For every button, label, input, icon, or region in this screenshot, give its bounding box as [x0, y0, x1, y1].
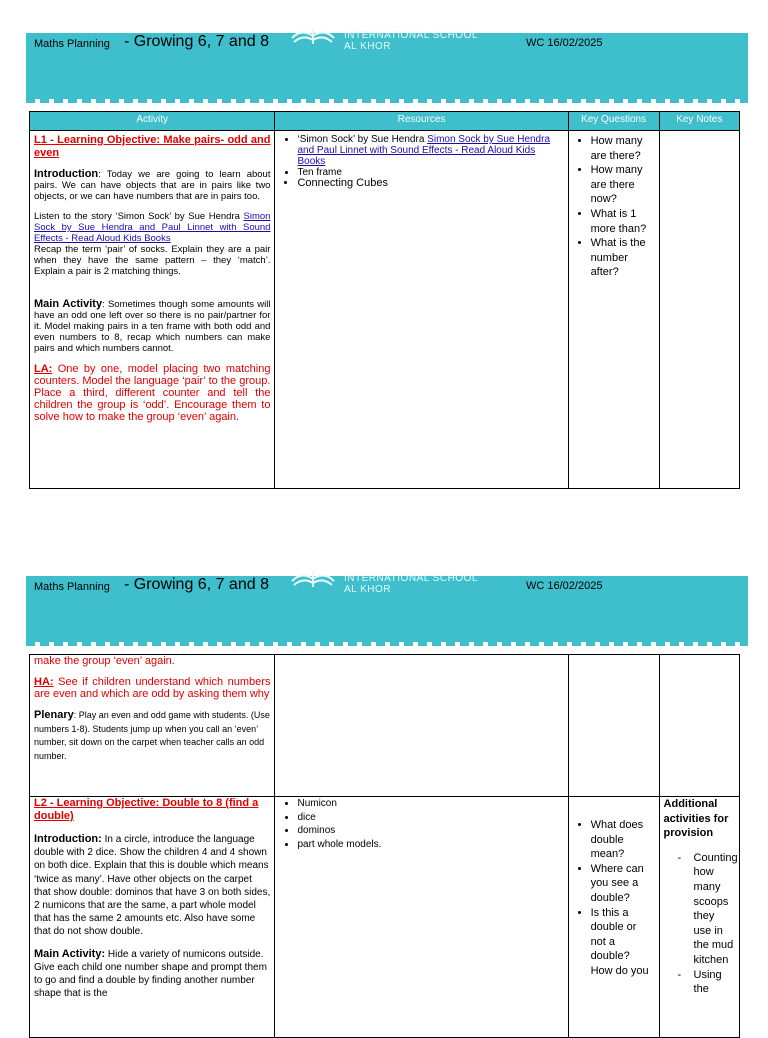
lesson-2-objective: L2 - Learning Objective: Double to 8 (find a double) — [34, 797, 259, 822]
additional-activities-title: Additional activities for provision — [663, 798, 729, 840]
table-header-row — [30, 112, 740, 131]
resources-cell — [275, 131, 568, 489]
week-commencing: WC 16/02/2025 — [526, 580, 603, 592]
key-question: • What does double mean? — [591, 818, 655, 862]
planning-table-page-2 — [29, 654, 740, 1038]
planning-table-page-1 — [29, 111, 740, 489]
key-question: • Where can you see a double? — [591, 862, 655, 906]
school-logo-icon — [288, 567, 338, 591]
col-key-questions: Key Questions — [568, 112, 659, 131]
key-notes-cell — [659, 797, 739, 1038]
resource-item: • Connecting Cubes — [297, 178, 563, 189]
table-row-lesson-1 — [30, 131, 740, 489]
resource-simon-sock-link[interactable]: Simon Sock by Sue Hendra and Paul Linnet with Sound Effects - Read Aloud Kids Books — [297, 134, 551, 167]
key-question: • Is this a double or not a double? How do you — [591, 906, 655, 979]
resource-item: • dice — [297, 811, 563, 825]
simon-sock-link[interactable]: Simon Sock by Sue Hendra and Paul Linnet with Sound Effects - Read Aloud Kids Books — [34, 211, 271, 244]
lesson-1-ha: HA: See if children understand which numbers are even and which are odd by asking them why — [34, 676, 271, 700]
lesson-1-story: Listen to the story ‘Simon Sock’ by Sue Hendra Simon Sock by Sue Hendra and Paul Linnet with Sound Effects - Read Aloud Kids Books — [34, 211, 271, 244]
resource-item: • Numicon — [297, 797, 563, 811]
header-title: - Growing 6, 7 and 8 — [124, 576, 269, 593]
key-notes-cell — [659, 655, 739, 797]
lesson-1-plenary: Plenary: Play an even and odd game with students. (Use numbers 1-8). Students jump up when you call an ‘even’ number, sit down on the carpet when teacher calls an odd number. — [34, 709, 270, 761]
lesson-1-recap: Recap the term ‘pair’ of socks. Explain they are a pair when they have the same pattern – they ‘match’. Explain a pair is 2 matching things. — [34, 244, 271, 277]
col-key-notes: Key Notes — [659, 112, 739, 131]
key-question: • What is the number after? — [591, 236, 655, 280]
week-commencing: WC 16/02/2025 — [526, 37, 603, 49]
col-resources: Resources — [275, 112, 568, 131]
note-item: - Using the — [678, 968, 735, 997]
school-logo-icon — [288, 24, 338, 48]
header-subject: Maths Planning — [34, 581, 110, 593]
key-questions-cell — [568, 131, 659, 489]
resource-item: • dominos — [297, 824, 563, 838]
header-title: - Growing 6, 7 and 8 — [124, 33, 269, 50]
table-row-lesson-2 — [30, 797, 740, 1038]
resource-item: • part whole models. — [297, 838, 563, 852]
key-question: • What is 1 more than? — [591, 207, 655, 236]
lesson-2-introduction: Introduction: In a circle, introduce the language double with 2 dice. Show the children 4 and 4 shown on both dice. Explain that this is double which means ‘twice as many’. Have other objects on the carpet that show double: dominos that have 3 on both sides, 2 numicons that are the same, a part whole model that has the same 2 amounts etc. Also have some that do not show double. — [34, 833, 271, 938]
activity-cell — [30, 797, 275, 1038]
key-notes-cell — [659, 131, 739, 489]
table-row-lesson-1-continued — [30, 655, 740, 797]
key-question: • How many are there? — [591, 134, 655, 163]
lesson-1-objective: L1 - Learning Objective: Make pairs- odd and even — [34, 134, 271, 159]
col-activity: Activity — [30, 112, 275, 131]
lesson-1-main-activity: Main Activity: Sometimes though some amounts will have an odd one left over so there is no pair/partner for it. Model making pairs in a ten frame with both odd and even numbers to 8, recap which numbers can make pairs and which numbers cannot. — [34, 298, 271, 354]
activity-cell — [30, 655, 275, 797]
lesson-1-la-continued: make the group ‘even’ again. — [34, 655, 175, 667]
lesson-2-main-activity: Main Activity: Hide a variety of numicons outside. Give each child one number shape and prompt them to go and find a double by finding another number shape that is the — [34, 947, 267, 1000]
lesson-1-introduction: Introduction: Today we are going to learn about pairs. We can have objects that are in pairs like two objects, or we can have numbers that are in pairs too. — [34, 168, 271, 202]
school-location: AL KHOR — [344, 584, 392, 595]
activity-cell — [30, 131, 275, 489]
resources-cell — [275, 655, 568, 797]
school-location: AL KHOR — [344, 41, 392, 52]
resources-cell — [275, 797, 568, 1038]
school-name: INTERNATIONAL SCHOOL — [344, 30, 478, 41]
lesson-1-la: LA: One by one, model placing two matching counters. Model the language ‘pair’ to the group. Place a third, different counter and tell the children the group is ‘odd’. Encourage them to solve how to make the group ‘even’ again. — [34, 363, 271, 423]
school-name: INTERNATIONAL SCHOOL — [344, 573, 478, 584]
header-subject: Maths Planning — [34, 38, 110, 50]
resource-item: • Ten frame — [297, 167, 563, 178]
note-item: - Counting how many scoops they use in the mud kitchen — [678, 851, 735, 968]
key-questions-cell — [568, 797, 659, 1038]
resource-item: • ‘Simon Sock’ by Sue Hendra Simon Sock by Sue Hendra and Paul Linnet with Sound Effects - Read Aloud Kids Books — [297, 134, 563, 167]
key-question: • How many are there now? — [591, 163, 655, 207]
key-questions-cell — [568, 655, 659, 797]
